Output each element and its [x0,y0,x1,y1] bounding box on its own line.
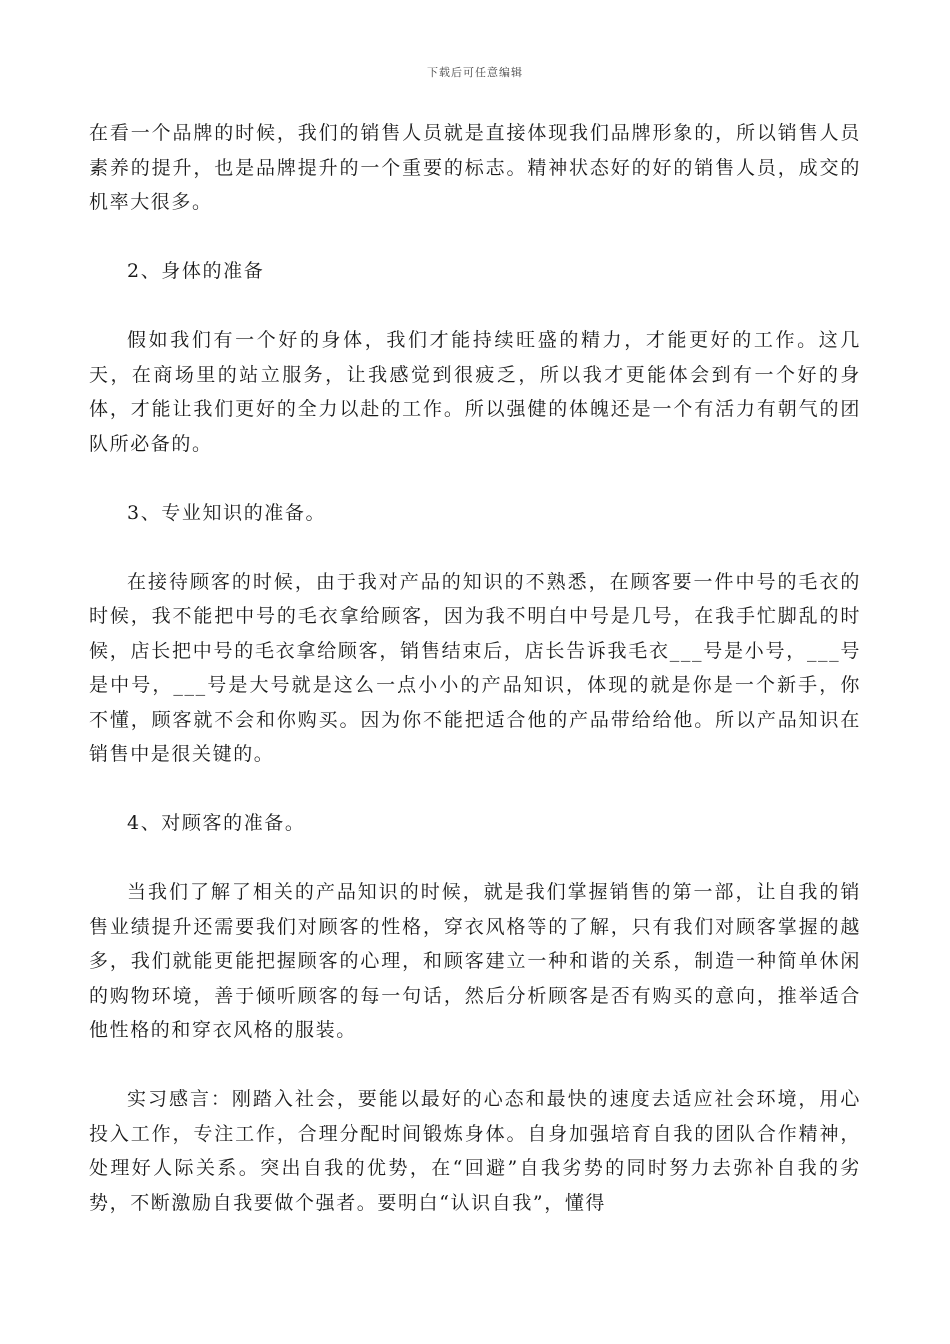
document-body [89,116,861,1255]
section-heading-knowledge: 3、专业知识的准备。 [127,501,327,524]
paragraph-customer: 当我们了解了相关的产品知识的时候，就是我们掌握销售的第一部，让自我的销售业绩提升还需要我们对顾客的性格，穿衣风格等的了解，只有我们对顾客掌握的越多，我们就能更能把握顾客的心理，和顾客建立一种和谐的关系，制造一种简单休闲的购物环境，善于倾听顾客的每一句话，然后分析顾客是否有购买的意向，推举适合他性格的和穿衣风格的服装。 [89,881,861,1041]
paragraph-physical: 假如我们有一个好的身体，我们才能持续旺盛的精力，才能更好的工作。这几天，在商场里的站立服务，让我感觉到很疲乏，所以我才更能体会到有一个好的身体，才能让我们更好的全力以赴的工作。所以强健的体魄还是一个有活力有朝气的团队所必备的。 [89,329,861,455]
section-heading-physical: 2、身体的准备 [127,260,265,282]
paragraph-knowledge: 在接待顾客的时候，由于我对产品的知识的不熟悉，在顾客要一件中号的毛衣的时候，我不能把中号的毛衣拿给顾客，因为我不明白中号是几号，在我手忙脚乱的时候，店长把中号的毛衣拿给顾客，销售结束后，店长告诉我毛衣___号是小号，___号是中号，___号是大号就是这么一点小小的产品知识，体现的就是你是一个新手，你不懂，顾客就不会和你购买。因为你不能把适合他的产品带给给他。所以产品知识在销售中是很关键的。 [89,570,861,765]
paragraph-internship-reflection: 实习感言：刚踏入社会，要能以最好的心态和最快的速度去适应社会环境，用心投入工作，专注工作，合理分配时间锻炼身体。自身加强培育自我的团队合作精神，处理好人际关系。突出自我的优势，在“回避”自我劣势的同时努力去弥补自我的劣势，不断激励自我要做个强者。要明白“认识自我”，懂得 [89,1088,861,1214]
section-heading-customer: 4、对顾客的准备。 [127,812,306,834]
header-note: 下载后可任意编辑 [427,66,523,79]
paragraph-brand-image: 在看一个品牌的时候，我们的销售人员就是直接体现我们品牌形象的，所以销售人员素养的提升，也是品牌提升的一个重要的标志。精神状态好的好的销售人员，成交的机率大很多。 [89,122,861,213]
